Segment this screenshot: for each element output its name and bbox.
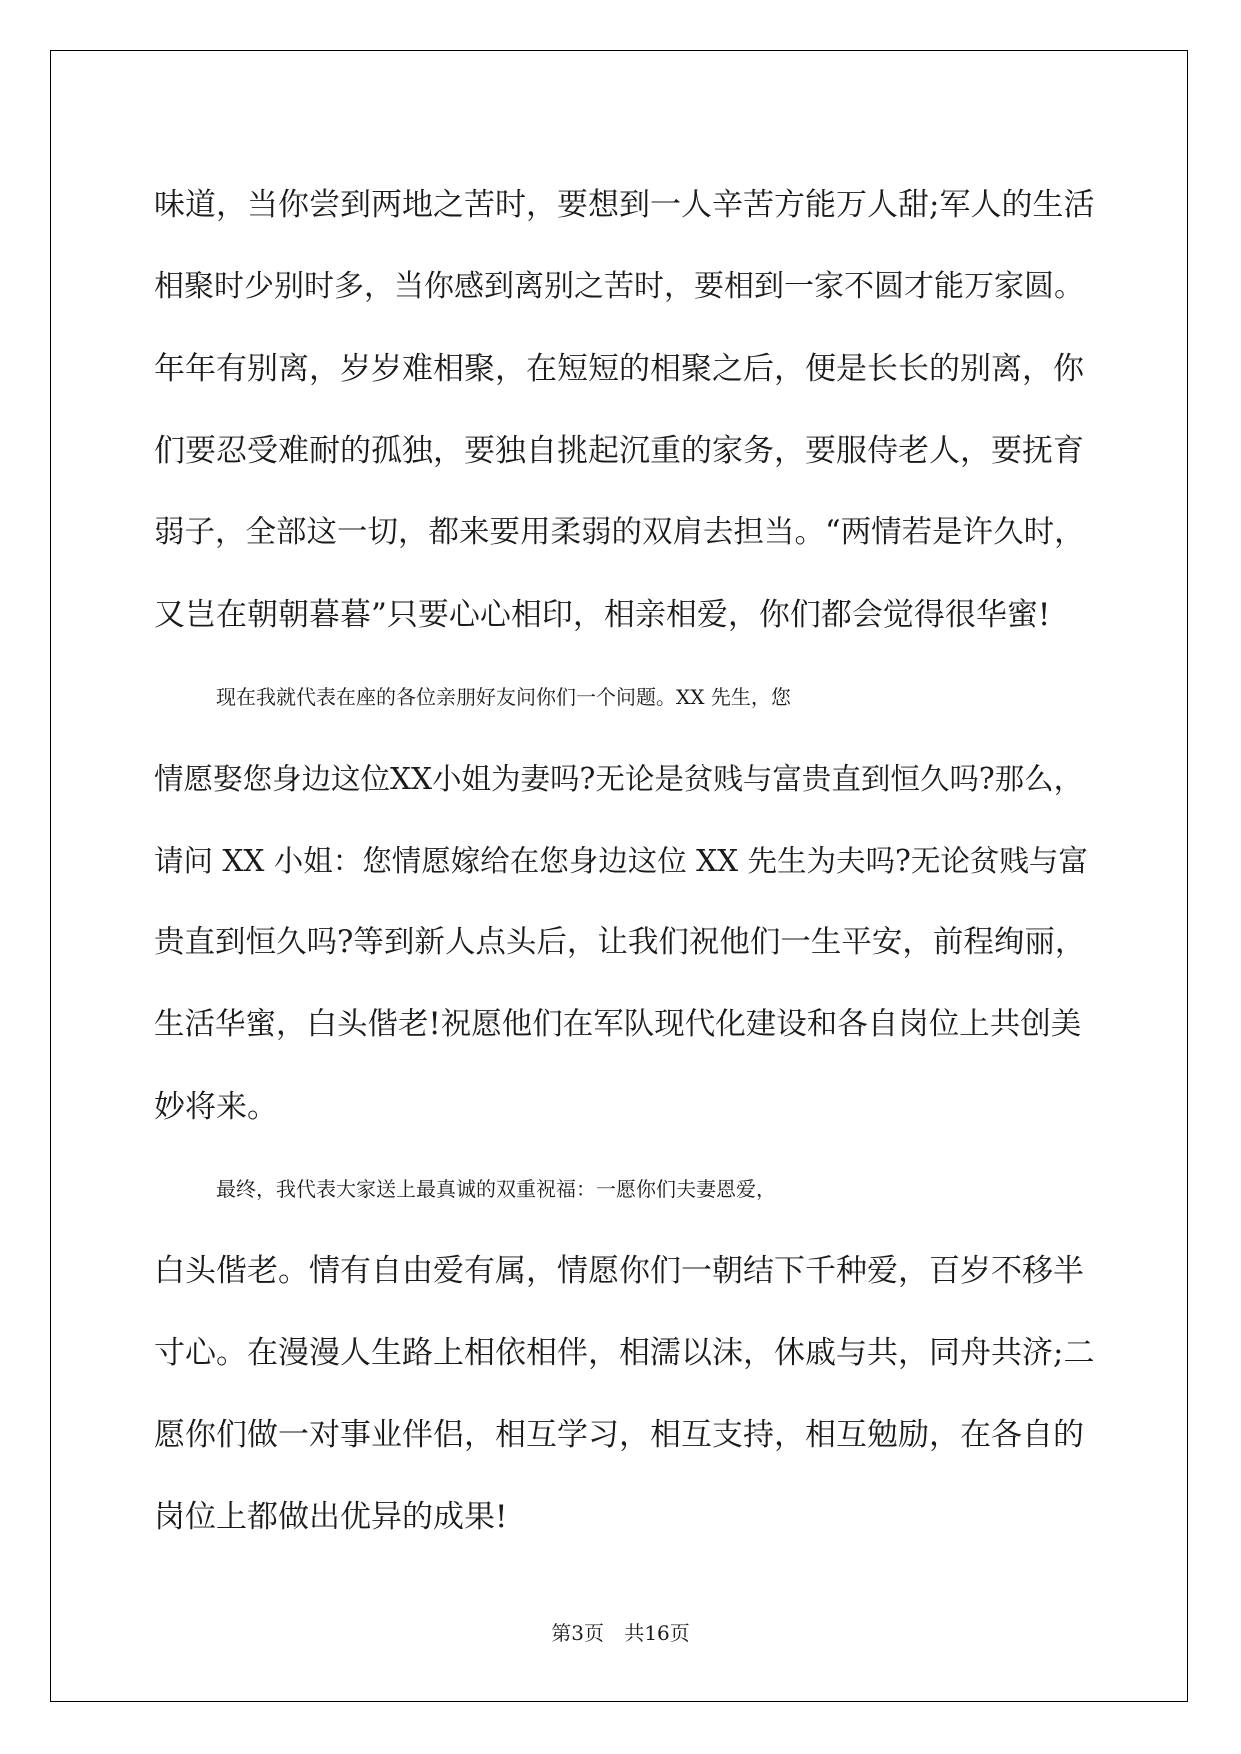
text-line: 白头偕老。情有自由爱有属，情愿你们一朝结下千种爱，百岁不移半 bbox=[154, 1253, 1084, 1289]
text-line: 贵直到恒久吗?等到新人点头后，让我们祝他们一生平安，前程绚丽， bbox=[154, 925, 1086, 960]
page-number-footer: 第3页 共16页 bbox=[551, 1621, 690, 1645]
text-line: 们要忍受难耐的孤独，要独自挑起沉重的家务，要服侍老人，要抚育 bbox=[154, 433, 1084, 469]
text-line: 年年有别离，岁岁难相聚，在短短的相聚之后，便是长长的别离，你 bbox=[154, 351, 1084, 387]
text-line: 岗位上都做出优异的成果! bbox=[154, 1499, 508, 1535]
text-line: 愿你们做一对事业伴侣，相互学习，相互支持，相互勉励，在各自的 bbox=[154, 1417, 1084, 1453]
text-line: 又岂在朝朝暮暮”只要心心相印，相亲相爱，你们都会觉得很华蜜! bbox=[154, 597, 1051, 633]
text-line: 妙将来。 bbox=[154, 1089, 278, 1125]
text-line: 情愿娶您身边这位XX小姐为妻吗?无论是贫贱与富贵直到恒久吗?那么， bbox=[154, 762, 1084, 796]
text-line: 现在我就代表在座的各位亲朋好友问你们一个问题。XX 先生，您 bbox=[216, 685, 791, 709]
document-body bbox=[154, 164, 1094, 1558]
text-line: 弱子，全部这一切，都来要用柔弱的双肩去担当。“两情若是许久时， bbox=[154, 515, 1085, 550]
text-line: 最终，我代表大家送上最真诚的双重祝福：一愿你们夫妻恩爱， bbox=[216, 1177, 776, 1201]
text-line: 请问 XX 小姐：您情愿嫁给在您身边这位 XX 先生为夫吗?无论贫贱与富 bbox=[154, 844, 1088, 878]
text-line: 相聚时少别时多，当你感到离别之苦时，要相到一家不圆才能万家圆。 bbox=[154, 269, 1084, 304]
text-line: 味道，当你尝到两地之苦时，要想到一人辛苦方能万人甜;军人的生活 bbox=[154, 187, 1095, 223]
text-line: 寸心。在漫漫人生路上相依相伴，相濡以沫，休戚与共，同舟共济;二 bbox=[154, 1335, 1095, 1371]
text-line: 生活华蜜，白头偕老!祝愿他们在军队现代化建设和各自岗位上共创美 bbox=[154, 1007, 1082, 1042]
